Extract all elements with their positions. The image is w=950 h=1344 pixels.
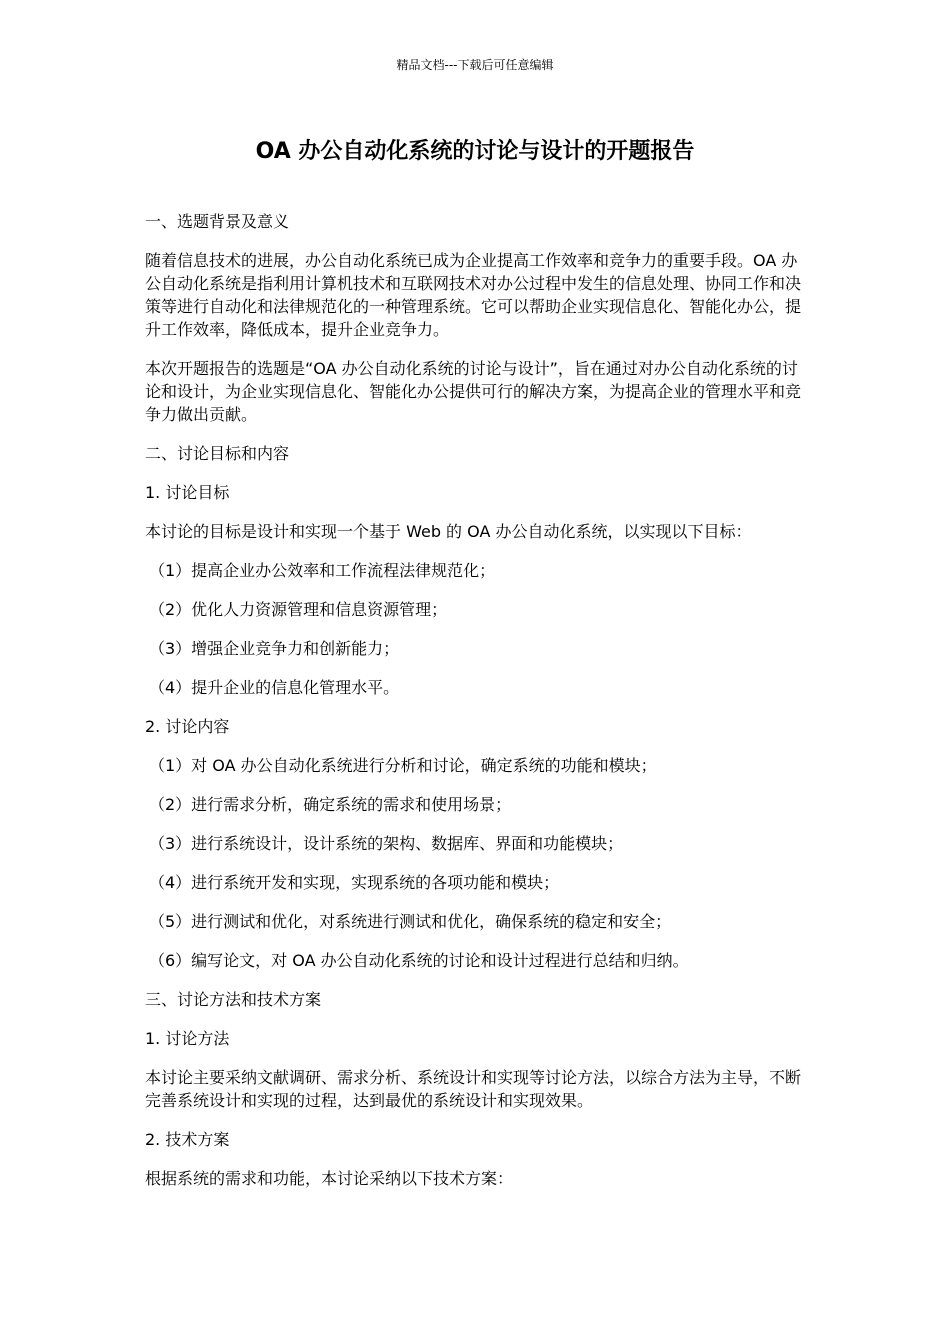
section-2-heading: 二、讨论目标和内容 bbox=[145, 444, 290, 463]
content-item: （6）编写论文，对 OA 办公自动化系统的讨论和设计过程进行总结和归纳。 bbox=[149, 951, 689, 970]
page-header: 精品文档---下载后可任意编辑 bbox=[396, 58, 554, 72]
section-3-sub1-text: 本讨论主要采纳文献调研、需求分析、系统设计和实现等讨论方法，以综合方法为主导，不断完善系统设计和实现的过程，达到最优的系统设计和实现效果。 bbox=[145, 1068, 802, 1110]
goal-item: （1）提高企业办公效率和工作流程法律规范化； bbox=[149, 561, 496, 580]
goal-item: （2）优化人力资源管理和信息资源管理； bbox=[149, 600, 448, 619]
section-3-sub2-heading: 2. 技术方案 bbox=[145, 1130, 230, 1149]
goal-item: （4）提升企业的信息化管理水平。 bbox=[149, 678, 400, 697]
content-item: （4）进行系统开发和实现，实现系统的各项功能和模块； bbox=[149, 873, 560, 892]
section-3-sub1-heading: 1. 讨论方法 bbox=[145, 1029, 230, 1048]
content-item: （5）进行测试和优化，对系统进行测试和优化，确保系统的稳定和安全； bbox=[149, 912, 672, 931]
section-1-paragraph-2: 本次开题报告的选题是“OA 办公自动化系统的讨论与设计”，旨在通过对办公自动化系统的讨论和设计，为企业实现信息化、智能化办公提供可行的解决方案，为提高企业的管理水平和竞争力做出贡献。 bbox=[145, 359, 802, 424]
section-2-sub2-heading: 2. 讨论内容 bbox=[145, 717, 230, 736]
section-2-sub1-heading: 1. 讨论目标 bbox=[145, 483, 230, 502]
section-1-paragraph-1: 随着信息技术的进展，办公自动化系统已成为企业提高工作效率和竞争力的重要手段。OA 办公自动化系统是指利用计算机技术和互联网技术对办公过程中发生的信息处理、协同工作和决策等进行自动化和法律规范化的一种管理系统。它可以帮助企业实现信息化、智能化办公，提升工作效率，降低成本，提升企业竞争力。 bbox=[145, 251, 802, 339]
goal-item: （3）增强企业竞争力和创新能力； bbox=[149, 639, 400, 658]
document-body bbox=[145, 210, 813, 1206]
content-item: （2）进行需求分析，确定系统的需求和使用场景； bbox=[149, 795, 512, 814]
section-3-sub2-text: 根据系统的需求和功能，本讨论采纳以下技术方案： bbox=[145, 1169, 514, 1188]
document-title: OA 办公自动化系统的讨论与设计的开题报告 bbox=[255, 139, 695, 164]
section-1-heading: 一、选题背景及意义 bbox=[145, 212, 290, 231]
content-item: （3）进行系统设计，设计系统的架构、数据库、界面和功能模块； bbox=[149, 834, 624, 853]
content-item: （1）对 OA 办公自动化系统进行分析和讨论，确定系统的功能和模块； bbox=[149, 756, 657, 775]
section-2-sub1-intro: 本讨论的目标是设计和实现一个基于 Web 的 OA 办公自动化系统，以实现以下目标： bbox=[145, 522, 752, 541]
section-3-heading: 三、讨论方法和技术方案 bbox=[145, 990, 322, 1009]
